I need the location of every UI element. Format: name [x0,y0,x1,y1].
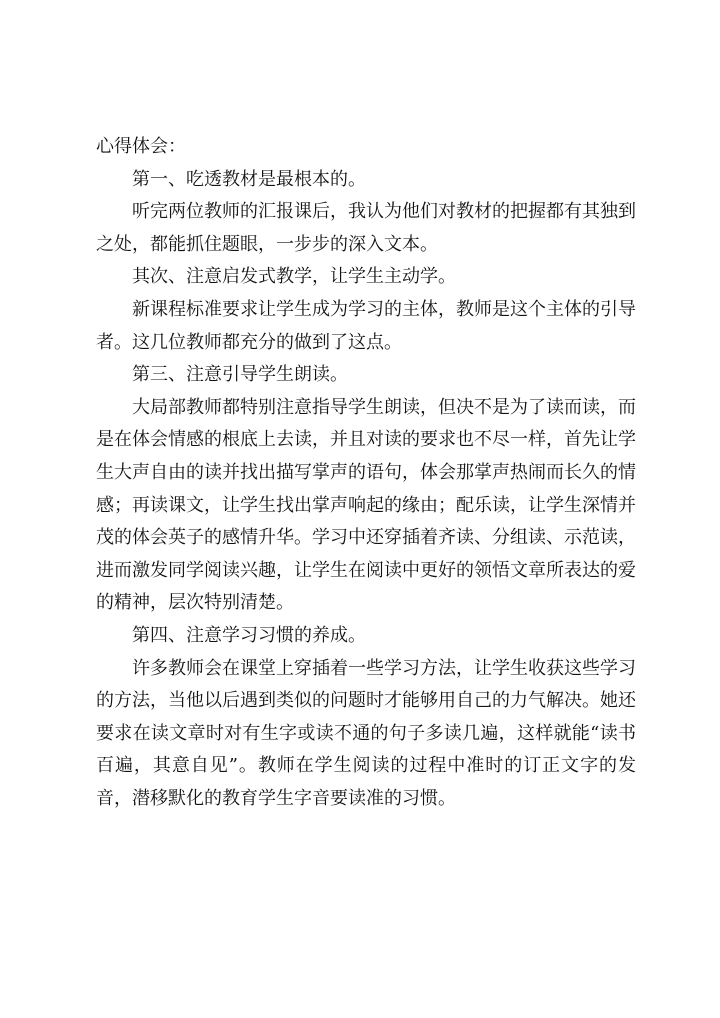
paragraph: 许多教师会在课堂上穿插着一些学习方法，让学生收获这些学习的方法，当他以后遇到类似的问题时才能够用自己的力气解决。她还要求在读文章时对有生字或读不通的句子多读几遍，这样就能“读书百遍，其意自见”。教师在学生阅读的过程中准时的订正文字的发音，潜移默化的教育学生字音要读准的习惯。 [96,657,636,809]
paragraph-point-one: 第一、吃透教材是最根本的。 [132,168,366,190]
paragraph: 听完两位教师的汇报课后，我认为他们对教材的把握都有其独到之处，都能抓住题眼，一步步的深入文本。 [96,201,636,255]
paragraph-point-two: 其次、注意启发式教学，让学生主动学。 [132,266,456,288]
paragraph: 新课程标准要求让学生成为学习的主体，教师是这个主体的引导者。这几位教师都充分的做到了这点。 [96,298,636,353]
document-body [96,131,636,815]
paragraph-point-four: 第四、注意学习习惯的养成。 [132,624,366,646]
paragraph: 大局部教师都特别注意指导学生朗读，但决不是为了读而读，而是在体会情感的根底上去读，并且对读的要求也不尽一样，首先让学生大声自由的读并找出描写掌声的语句，体会那掌声热闹而长久的情感；再读课文，让学生找出掌声响起的缘由；配乐读，让学生深情并茂的体会英子的感情升华。学习中还穿插着齐读、分组读、示范读，进而激发同学阅读兴趣，让学生在阅读中更好的领悟文章所表达的爱的精神，层次特别清楚。 [96,396,636,614]
paragraph-point-three: 第三、注意引导学生朗读。 [132,364,348,386]
section-heading: 心得体会： [96,136,186,157]
